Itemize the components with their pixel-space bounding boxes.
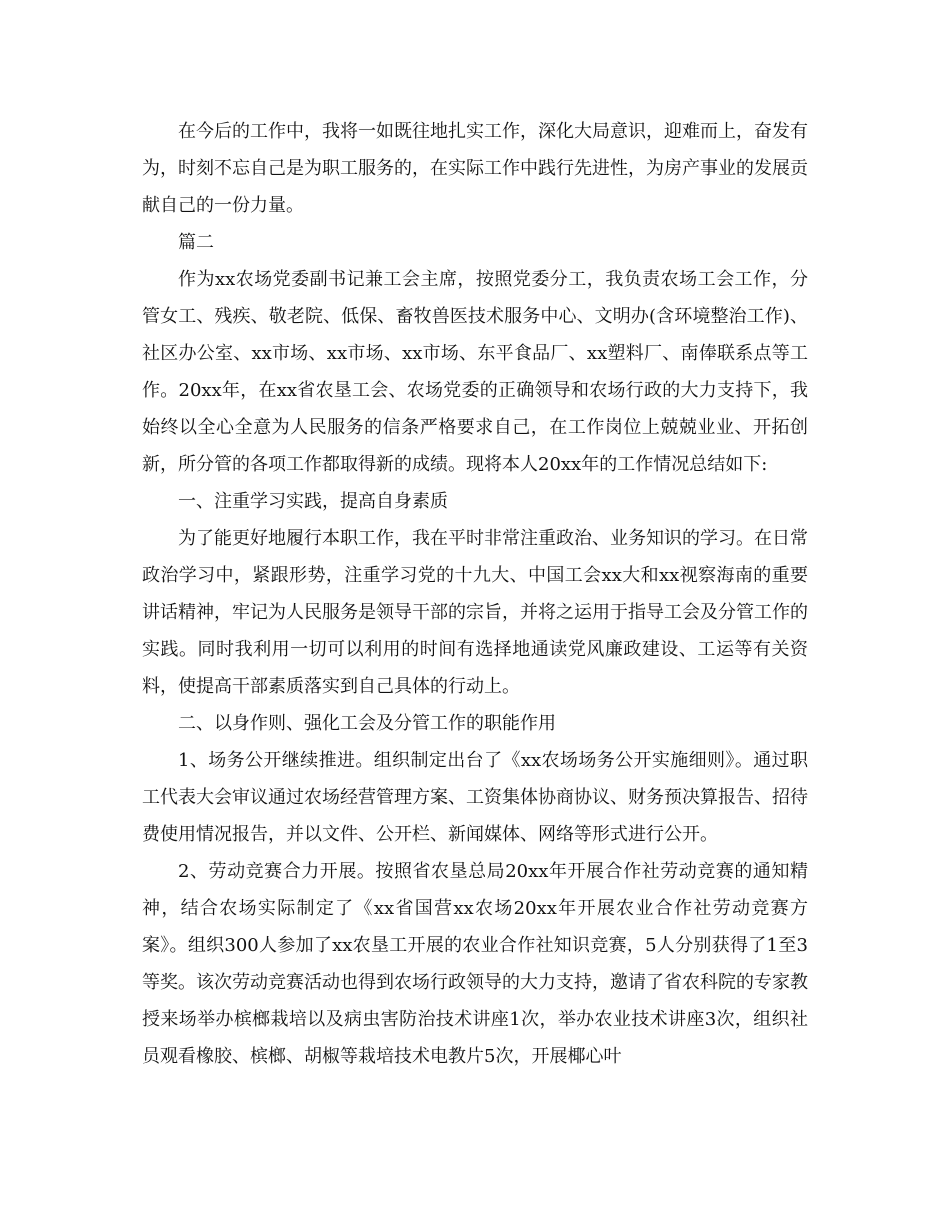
paragraph-study-practice: 为了能更好地履行本职工作，我在平时非常注重政治、业务知识的学习。在日常政治学习中，紧跟形势，注重学习党的十九大、中国工会xx大和xx视察海南的重要讲话精神，牢记为人民服务是领导干部的宗旨，并将之运用于指导工会及分管工作的实践。同时我利用一切可以利用的时间有选择地通读党风廉政建设、工运等有关资料，使提高干部素质落实到自己具体的行动上。 [142,528,808,697]
document-body [142,113,808,1075]
paragraph-labor-competition: 2、劳动竞赛合力开展。按照省农垦总局20xx年开展合作社劳动竞赛的通知精神，结合农场实际制定了《xx省国营xx农场20xx年开展农业合作社劳动竞赛方案》。组织300人参加了xx农垦工开展的农业合作社知识竞赛，5人分别获得了1至3等奖。该次劳动竞赛活动也得到农场行政领导的大力支持，邀请了省农科院的专家教授来场举办槟榔栽培以及病虫害防治技术讲座1次，举办农业技术讲座3次，组织社员观看橡胶、槟榔、胡椒等栽培技术电教片5次，开展椰心叶 [142,861,808,1067]
heading-study-practice: 一、注重学习实践，提高自身素质 [178,491,448,512]
heading-lead-by-example: 二、以身作则、强化工会及分管工作的职能作用 [178,713,556,734]
paragraph-conclusion: 在今后的工作中，我将一如既往地扎实工作，深化大局意识，迎难而上，奋发有为，时刻不忘自己是为职工服务的，在实际工作中践行先进性，为房产事业的发展贡献自己的一份力量。 [142,121,808,216]
section-title-part-two: 篇二 [178,232,214,253]
paragraph-affairs-disclosure: 1、场务公开继续推进。组织制定出台了《xx农场场务公开实施细则》。通过职工代表大会审议通过农场经营管理方案、工资集体协商协议、财务预决算报告、招待费使用情况报告，并以文件、公开栏、新闻媒体、网络等形式进行公开。 [142,750,808,845]
paragraph-introduction: 作为xx农场党委副书记兼工会主席，按照党委分工，我负责农场工会工作，分管女工、残疾、敬老院、低保、畜牧兽医技术服务中心、文明办(含环境整治工作)、社区办公室、xx市场、xx市场、xx市场、东平食品厂、xx塑料厂、南俸联系点等工作。20xx年，在xx省农垦工会、农场党委的正确领导和农场行政的大力支持下，我始终以全心全意为人民服务的信条严格要求自己，在工作岗位上兢兢业业、开拓创新，所分管的各项工作都取得新的成绩。现将本人20xx年的工作情况总结如下: [142,269,808,475]
